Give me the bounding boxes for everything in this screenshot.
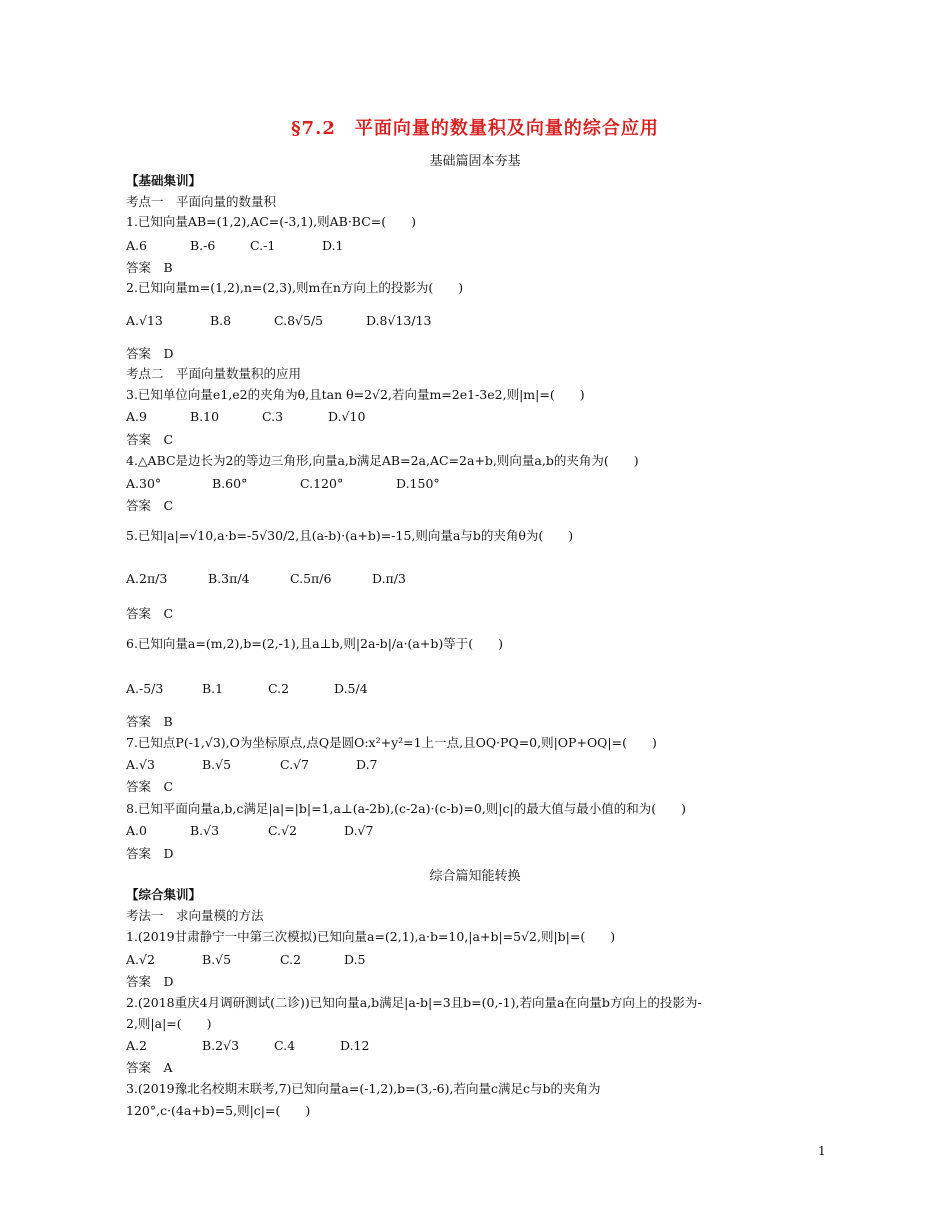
q7-option-d: D.7 [356, 757, 378, 772]
c2-answer: 答案 A [126, 1060, 173, 1075]
q3-option-d: D.√10 [328, 409, 366, 424]
kp2-heading: 考点二 平面向量数量积的应用 [126, 366, 302, 381]
q1-options [126, 237, 344, 255]
c2-option-a: A.2 [126, 1038, 147, 1053]
c1-option-b: B.√5 [202, 952, 232, 967]
q4-options [126, 475, 440, 493]
q3-stem: 3.已知单位向量e1,e2的夹角为θ,且tan θ=2√2,若向量m=2e1-3e2,则|m|=( ) [126, 387, 585, 402]
q8-options [126, 822, 373, 840]
q4-option-d: D.150° [396, 476, 440, 491]
q3-option-b: B.10 [190, 409, 220, 424]
c3-stem-line1: 3.(2019豫北名校期末联考,7)已知向量a=(-1,2),b=(3,-6),若向量c满足c与b的夹角为 [126, 1081, 601, 1096]
q2-stem: 2.已知向量m=(1,2),n=(2,3),则m在n方向上的投影为( ) [126, 280, 464, 295]
q8-option-b: B.√3 [190, 823, 220, 838]
q7-options [126, 756, 378, 774]
q8-option-d: D.√7 [344, 823, 374, 838]
c2-options [126, 1037, 369, 1055]
section-heading-basic: 基础篇固本夯基 [429, 154, 521, 169]
q5-stem: 5.已知|a|=√10,a·b=-5√30/2,且(a-b)·(a+b)=-15,则向量a与b的夹角θ为( ) [126, 528, 574, 543]
c2-option-c: C.4 [274, 1038, 296, 1053]
q2-answer: 答案 D [126, 346, 174, 361]
q6-option-b: B.1 [202, 681, 224, 696]
q4-answer: 答案 C [126, 498, 174, 513]
c1-option-c: C.2 [280, 952, 302, 967]
q8-answer: 答案 D [126, 846, 174, 861]
c1-answer: 答案 D [126, 974, 174, 989]
section-heading-comprehensive: 综合篇知能转换 [429, 869, 521, 884]
q7-option-b: B.√5 [202, 757, 232, 772]
c2-option-b: B.2√3 [202, 1038, 240, 1053]
q7-stem: 7.已知点P(-1,√3),O为坐标原点,点Q是圆O:x²+y²=1上一点,且OQ·PQ=0,则|OP+OQ|=( ) [126, 735, 657, 750]
q5-option-a: A.2π/3 [126, 571, 168, 586]
q7-option-c: C.√7 [280, 757, 310, 772]
q1-answer: 答案 B [126, 260, 173, 275]
q8-option-c: C.√2 [268, 823, 298, 838]
q2-option-c: C.8√5/5 [274, 313, 324, 328]
q4-stem: 4.△ABC是边长为2的等边三角形,向量a,b满足AB=2a,AC=2a+b,则向量a,b的夹角为( ) [126, 453, 639, 468]
q2-option-a: A.√13 [126, 313, 163, 328]
c1-options [126, 951, 366, 969]
q5-option-d: D.π/3 [372, 571, 406, 586]
c1-option-d: D.5 [344, 952, 366, 967]
q3-option-a: A.9 [126, 409, 147, 424]
c2-stem-line1: 2.(2018重庆4月调研测试(二诊))已知向量a,b满足|a-b|=3且b=(0,-1),若向量a在向量b方向上的投影为- [126, 995, 702, 1010]
comp-set-label: 【综合集训】 [126, 887, 202, 902]
q1-option-a: A.6 [126, 238, 147, 253]
q7-option-a: A.√3 [126, 757, 155, 772]
q2-options [126, 312, 432, 330]
q6-option-c: C.2 [268, 681, 290, 696]
q5-answer: 答案 C [126, 606, 174, 621]
q3-options [126, 408, 365, 426]
q8-stem: 8.已知平面向量a,b,c满足|a|=|b|=1,a⊥(a-2b),(c-2a)·(c-b)=0,则|c|的最大值与最小值的和为( ) [126, 801, 686, 816]
page-number: 1 [818, 1144, 826, 1158]
q1-option-b: B.-6 [190, 238, 216, 253]
kp1-heading: 考点一 平面向量的数量积 [126, 194, 277, 209]
q1-stem: 1.已知向量AB=(1,2),AC=(-3,1),则AB·BC=( ) [126, 214, 417, 229]
page-title: §7.2 平面向量的数量积及向量的综合应用 [291, 118, 659, 139]
q6-stem: 6.已知向量a=(m,2),b=(2,-1),且a⊥b,则|2a-b|/a·(a+b)等于( ) [126, 636, 503, 651]
q3-answer: 答案 C [126, 432, 174, 447]
c1-option-a: A.√2 [126, 952, 155, 967]
c2-stem-line2: 2,则|a|=( ) [126, 1016, 212, 1031]
q4-option-a: A.30° [126, 476, 162, 491]
q6-option-a: A.-5/3 [126, 681, 164, 696]
q1-option-d: D.1 [322, 238, 344, 253]
c2-option-d: D.12 [340, 1038, 370, 1053]
q5-option-b: B.3π/4 [208, 571, 250, 586]
q6-answer: 答案 B [126, 714, 173, 729]
m1-heading: 考法一 求向量模的方法 [126, 908, 264, 923]
q4-option-c: C.120° [300, 476, 344, 491]
q6-options [126, 680, 368, 698]
q5-option-c: C.5π/6 [290, 571, 332, 586]
q7-answer: 答案 C [126, 779, 174, 794]
q8-option-a: A.0 [126, 823, 147, 838]
q4-option-b: B.60° [212, 476, 248, 491]
q2-option-d: D.8√13/13 [366, 313, 432, 328]
q6-option-d: D.5/4 [334, 681, 368, 696]
q5-options [126, 570, 406, 588]
q2-option-b: B.8 [210, 313, 232, 328]
basic-set-label: 【基础集训】 [126, 173, 202, 188]
q1-option-c: C.-1 [250, 238, 276, 253]
q3-option-c: C.3 [262, 409, 284, 424]
c3-stem-line2: 120°,c·(4a+b)=5,则|c|=( ) [126, 1103, 311, 1118]
c1-stem: 1.(2019甘肃静宁一中第三次模拟)已知向量a=(2,1),a·b=10,|a+b|=5√2,则|b|=( ) [126, 929, 616, 944]
